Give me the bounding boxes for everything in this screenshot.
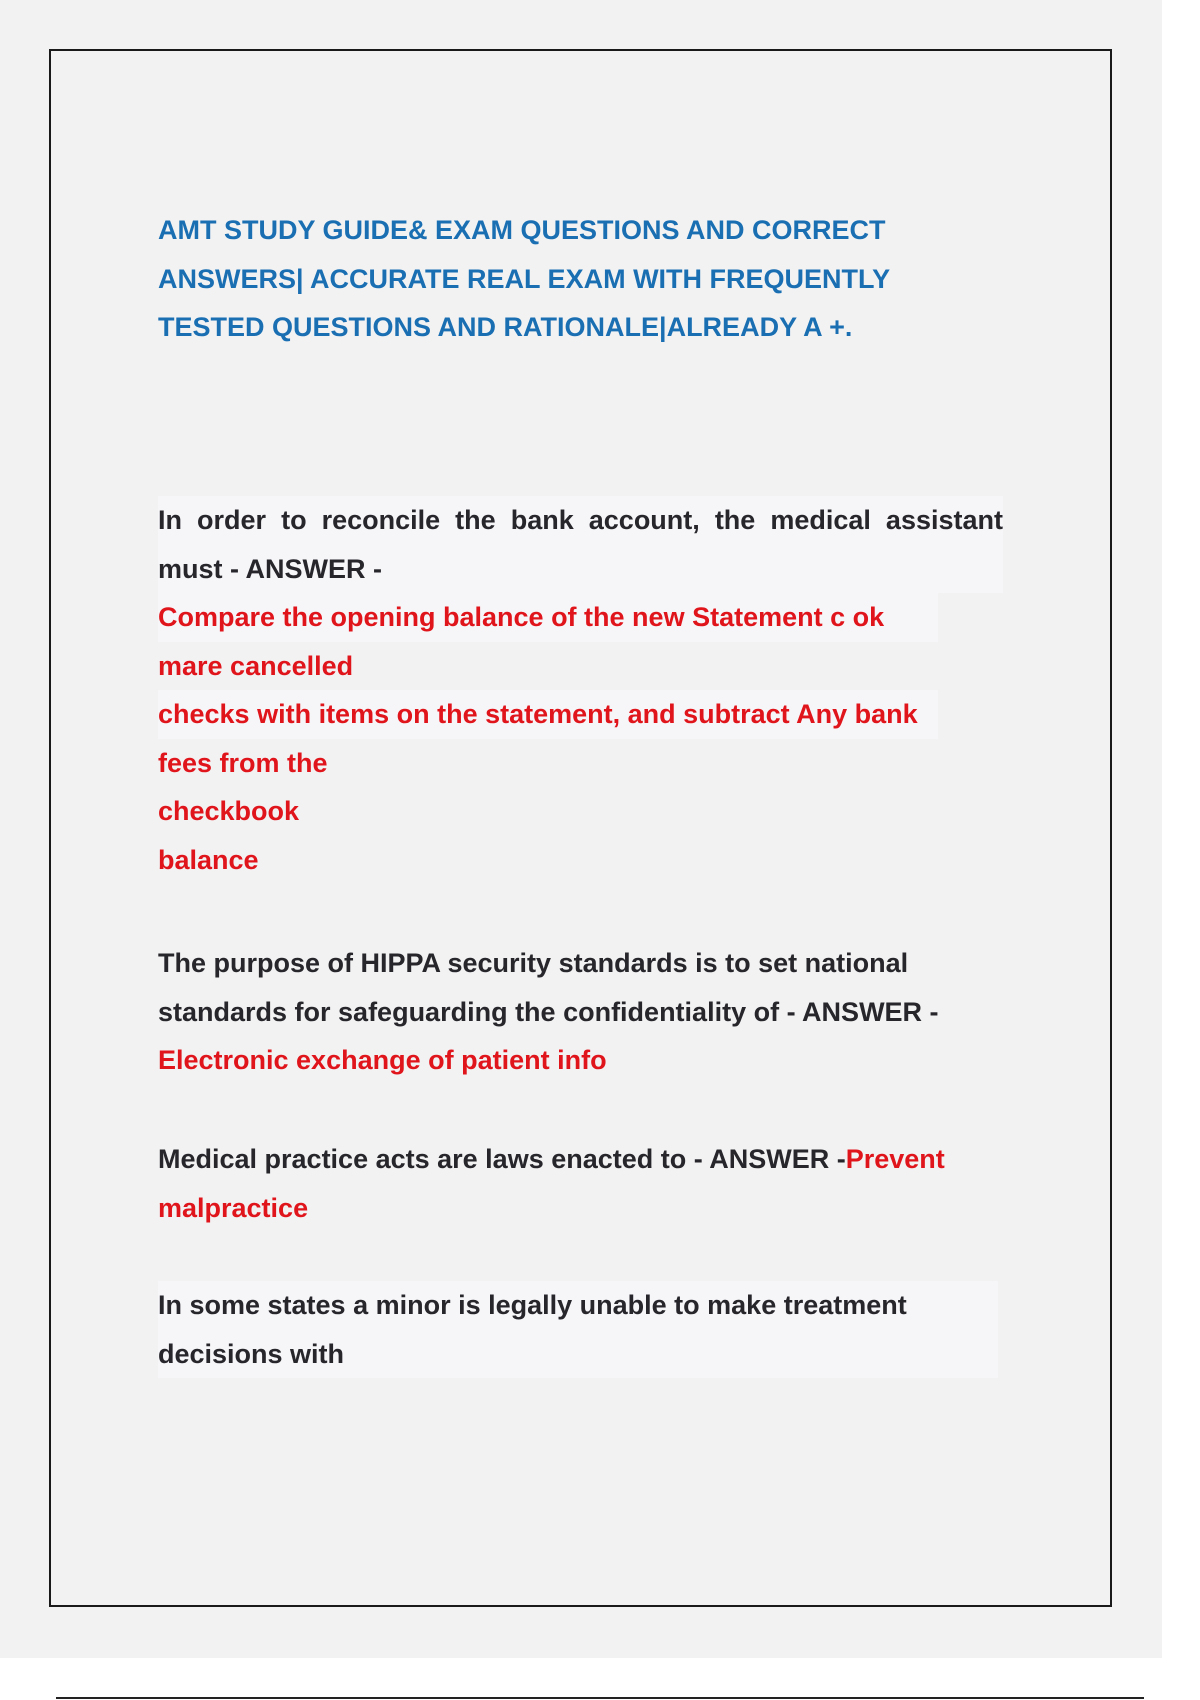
qa-item-hipaa [158,939,998,1085]
answer-line: checks with items on the statement, and subtract Any bank [158,690,938,739]
answer-line: fees from the [158,747,328,778]
question-text: Medical practice acts are laws enacted to - ANSWER - [158,1144,846,1174]
qa-item-practice-acts [158,1135,998,1232]
answer-inline: Prevent [845,1144,945,1174]
title-line: AMT STUDY GUIDE& EXAM QUESTIONS AND CORRECT [158,215,886,245]
question-line: The purpose of HIPPA security standards is to set national [158,948,909,978]
answer-line: mare cancelled [158,650,354,681]
question-line: standards for safeguarding the confidentiality of - ANSWER - [158,996,939,1027]
answer-line: Compare the opening balance of the new Statement c ok [158,593,938,642]
answer-line: checkbook [158,796,300,826]
answer-line: Electronic exchange of patient info [158,1045,607,1075]
question-line: In order to reconcile the bank account, the medical assistant [158,496,1003,545]
document-title [158,206,958,352]
qa-item-bank-reconcile [158,496,1003,884]
answer-line: balance [158,844,259,875]
footer-rule [56,1697,1144,1699]
title-line: TESTED QUESTIONS AND RATIONALE|ALREADY A +. [158,312,853,342]
question-line: decisions with [158,1330,998,1379]
question-line: must - ANSWER - [158,545,1003,594]
title-line: ANSWERS| ACCURATE REAL EXAM WITH FREQUENTLY [158,263,891,294]
qa-item-minor-consent [158,1281,998,1378]
answer-line: malpractice [158,1192,309,1223]
question-line [158,1135,998,1184]
question-line: In some states a minor is legally unable to make treatment [158,1281,998,1330]
